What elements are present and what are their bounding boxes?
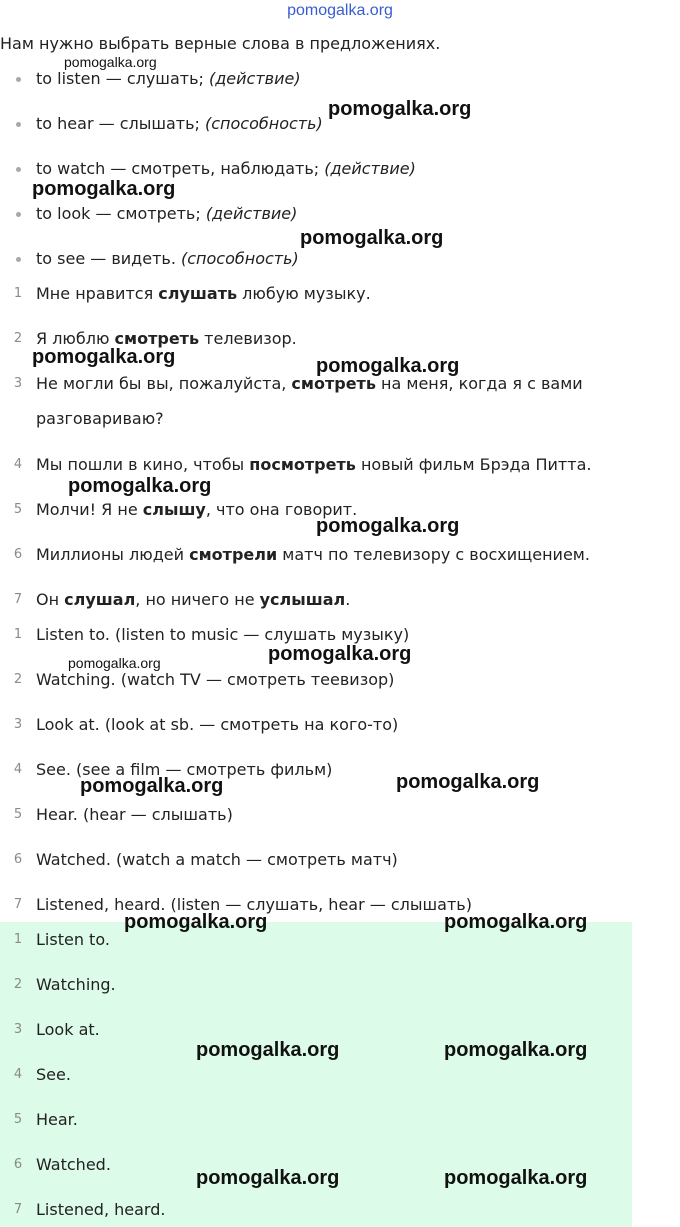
watermark: pomogalka.org (32, 178, 176, 200)
watermark: pomogalka.org (124, 911, 268, 933)
bullet-icon (16, 212, 21, 217)
bullet-icon (16, 167, 21, 172)
watermark: pomogalka.org (68, 655, 161, 671)
bullet-icon (16, 122, 21, 127)
watermark: pomogalka.org (300, 227, 444, 249)
watermark: pomogalka.org (328, 98, 472, 120)
watermark: pomogalka.org (64, 54, 157, 70)
watermark: pomogalka.org (80, 775, 224, 797)
bullet-icon (16, 257, 21, 262)
site-title[interactable]: pomogalka.org (287, 2, 393, 19)
watermark: pomogalka.org (316, 515, 460, 537)
watermark: pomogalka.org (396, 771, 540, 793)
watermark: pomogalka.org (268, 643, 412, 665)
bullet-icon (16, 77, 21, 82)
watermark: pomogalka.org (32, 346, 176, 368)
watermark: pomogalka.org (68, 475, 212, 497)
watermark: pomogalka.org (196, 1167, 340, 1189)
watermark: pomogalka.org (444, 1167, 588, 1189)
watermark: pomogalka.org (444, 911, 588, 933)
watermark: pomogalka.org (196, 1039, 340, 1061)
watermark: pomogalka.org (316, 355, 460, 377)
watermark: pomogalka.org (444, 1039, 588, 1061)
